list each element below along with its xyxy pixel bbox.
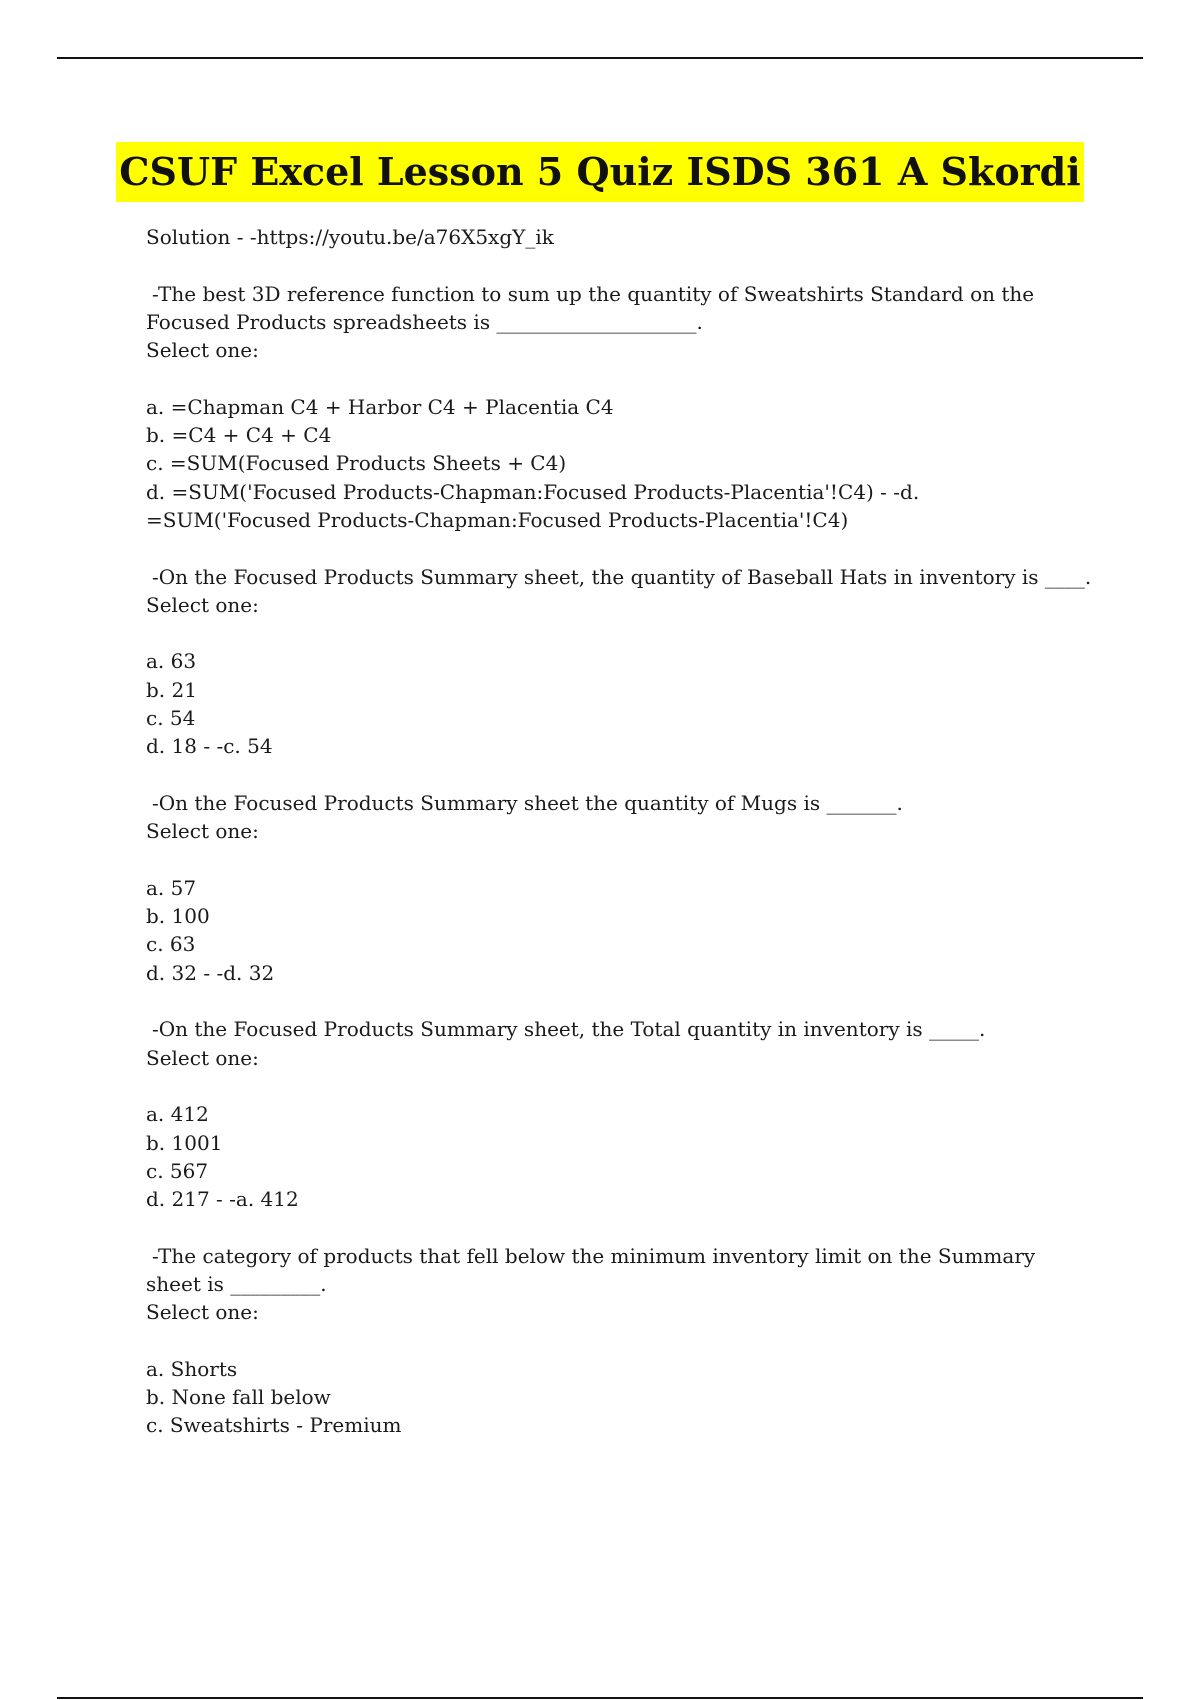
option-line: d. 217 - -a. 412	[146, 1187, 299, 1212]
select-label: Select one:	[146, 1045, 259, 1070]
option-line: c. Sweatshirts - Premium	[146, 1413, 402, 1438]
option-line: a. 57	[146, 875, 197, 900]
spacer	[146, 251, 1106, 279]
solution-line: Solution - -https://youtu.be/a76X5xgY_ik	[146, 225, 554, 249]
bottom-rule	[57, 1697, 1143, 1699]
spacer	[146, 364, 1106, 392]
question-5	[146, 1242, 1106, 1440]
question-prompt: -On the Focused Products Summary sheet, the Total quantity in inventory is _____.	[152, 1017, 986, 1042]
question-prompt: -On the Focused Products Summary sheet the quantity of Mugs is _______.	[152, 790, 903, 815]
option-line: b. 1001	[146, 1130, 223, 1155]
spacer	[146, 1327, 1106, 1355]
option-line: b. 100	[146, 904, 210, 929]
question-prompt: Focused Products spreadsheets is ____________________.	[146, 309, 703, 334]
document-body	[146, 223, 1106, 1440]
option-line: a. =Chapman C4 + Harbor C4 + Placentia C4	[146, 394, 614, 419]
question-prompt: sheet is _________.	[146, 1271, 327, 1296]
question-prompt: -The category of products that fell below the minimum inventory limit on the Summary	[152, 1243, 1036, 1268]
option-line: d. =SUM('Focused Products-Chapman:Focused Products-Placentia'!C4) - -d.	[146, 479, 920, 504]
select-label: Select one:	[146, 338, 259, 363]
option-line: c. 63	[146, 932, 196, 957]
question-prompt: -The best 3D reference function to sum up the quantity of Sweatshirts Standard on the	[152, 281, 1035, 306]
spacer	[146, 987, 1106, 1015]
spacer	[146, 846, 1106, 874]
question-4	[146, 1015, 1106, 1213]
select-label: Select one:	[146, 592, 259, 617]
option-line: =SUM('Focused Products-Chapman:Focused Products-Placentia'!C4)	[146, 507, 849, 532]
spacer	[146, 1072, 1106, 1100]
select-label: Select one:	[146, 819, 259, 844]
title-container	[0, 142, 1200, 202]
spacer	[146, 534, 1106, 562]
option-line: c. 567	[146, 1158, 209, 1183]
spacer	[146, 761, 1106, 789]
select-label: Select one:	[146, 1300, 259, 1325]
option-line: a. 63	[146, 649, 197, 674]
option-line: b. 21	[146, 677, 197, 702]
option-line: d. 32 - -d. 32	[146, 960, 275, 985]
question-2	[146, 563, 1106, 761]
option-line: c. =SUM(Focused Products Sheets + C4)	[146, 451, 567, 476]
spacer	[146, 1213, 1106, 1241]
document-title: CSUF Excel Lesson 5 Quiz ISDS 361 A Skordi	[116, 142, 1083, 202]
question-1	[146, 280, 1106, 535]
question-3	[146, 789, 1106, 987]
top-rule	[57, 57, 1143, 59]
option-line: b. None fall below	[146, 1385, 331, 1410]
option-line: d. 18 - -c. 54	[146, 734, 273, 759]
spacer	[146, 619, 1106, 647]
option-line: c. 54	[146, 706, 196, 731]
option-line: a. Shorts	[146, 1356, 238, 1381]
question-prompt: -On the Focused Products Summary sheet, the quantity of Baseball Hats in inventory is ____.	[152, 564, 1092, 589]
option-line: a. 412	[146, 1102, 209, 1127]
option-line: b. =C4 + C4 + C4	[146, 423, 332, 448]
